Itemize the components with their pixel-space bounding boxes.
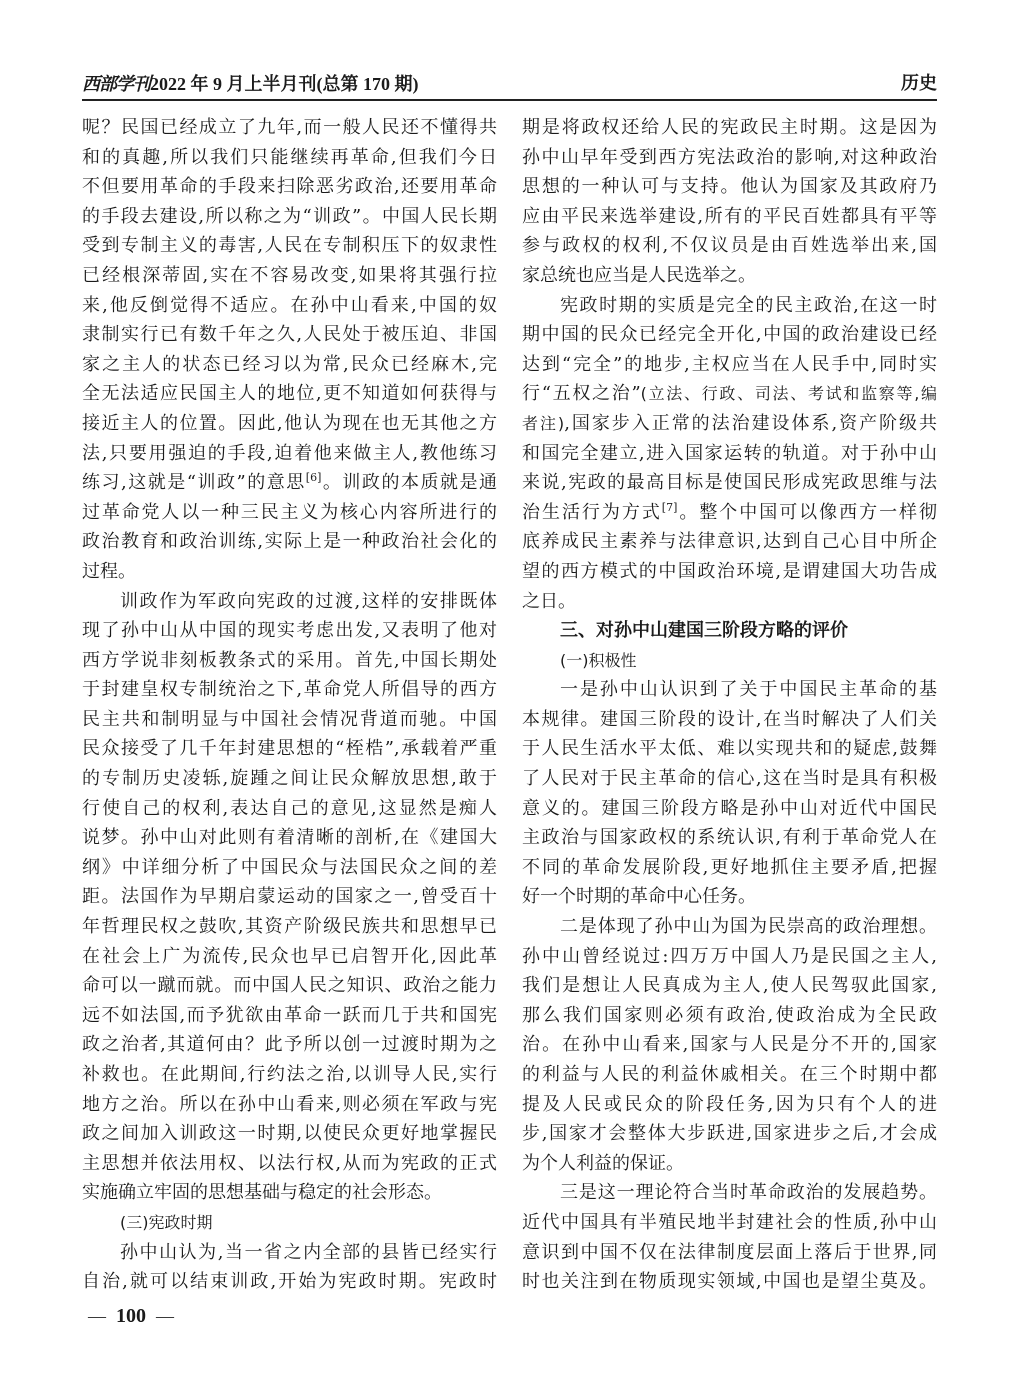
header-rule: [82, 99, 937, 101]
running-header: [82, 72, 937, 96]
text-line: 接近主人的位置。因此,他认为现在也无其他之方: [82, 412, 497, 434]
text-line: 纲》中详细分析了中国民众与法国民众之间的差: [82, 856, 497, 878]
text-line: 主思想并依法用权、以法行权,从而为宪政的正式: [82, 1152, 497, 1174]
citation-marker: [7]: [661, 500, 678, 514]
text-line: 参与政权的权利,不仅议员是由百姓选举出来,国: [522, 235, 937, 257]
text-line: 行使自己的权利,表达自己的意见,这显然是痴人: [82, 797, 497, 819]
text-line: [522, 409, 937, 439]
text-segment: ,国家步入正常的法治建设体系,资产阶级共: [564, 412, 937, 434]
text-line: 好一个时期的革命中心任务。: [522, 886, 756, 908]
text-line: 意识到中国不仅在法律制度层面上落后于世界,同: [522, 1241, 937, 1263]
paragraph: [82, 1238, 497, 1297]
text-line: 应由平民来选举建设,所有的平民百姓都具有平等: [522, 205, 937, 227]
text-line: 底养成民主素养与法律意识,达到自己心目中所企: [522, 531, 937, 553]
text-line: 和国完全建立,进入国家运转的轨道。对于孙中山: [522, 442, 937, 464]
text-line: 之日。: [522, 590, 576, 612]
text-line: 命可以一蹴而就。而中国人民之知识、政治之能力: [82, 975, 497, 997]
text-line: 孙中山曾经说过:四万万中国人乃是民国之主人,: [522, 945, 937, 967]
text-line: 的利益与人民的利益休戚相关。在三个时期中都: [522, 1064, 937, 1085]
text-line: [522, 498, 937, 528]
paragraph: [82, 587, 497, 1208]
text-line: 于人民生活水平太低、难以实现共和的疑虑,鼓舞: [522, 738, 937, 760]
text-line: 现了孙中山从中国的现实考虑出发,又表明了他对: [82, 620, 497, 642]
text-line: 来,他反倒觉得不适应。在孙中山看来,中国的奴: [82, 294, 497, 316]
text-line: 时也关注到在物质现实领域,中国也是望尘莫及。: [522, 1271, 937, 1293]
editor-note: 者注): [522, 413, 565, 433]
page-number: 100: [116, 1305, 146, 1327]
text-line: 过程。: [82, 560, 136, 582]
text-line: 我们是想让人民真成为主人,使人民驾驭此国家,: [522, 975, 937, 997]
text-segment: 。整个中国可以像西方一样彻: [677, 501, 938, 523]
text-line: 说梦。孙中山对此则有着清晰的剖析,在《建国大: [82, 827, 497, 849]
text-line: 为个人利益的保证。: [522, 1152, 684, 1174]
footer-dash: —: [88, 1306, 106, 1326]
text-line: 不同的革命发展阶段,更好地抓住主要矛盾,把握: [522, 856, 937, 878]
text-line: 家总统也应当是人民选举之。: [522, 264, 756, 286]
text-line: 期是将政权还给人民的宪政民主时期。这是因为: [522, 117, 937, 138]
text-line: [522, 379, 937, 409]
text-line: 已经根深蒂固,实在不容易改变,如果将其强行拉: [82, 264, 497, 286]
text-line: 和的真趣,所以我们只能继续再革命,但我们今日: [82, 146, 497, 168]
subsection-heading: (三)宪政时期: [120, 1212, 213, 1232]
text-line: 西方学说非刻板教条式的采用。首先,中国长期处: [82, 649, 497, 671]
text-line: 本规律。建国三阶段的设计,在当时解决了人们关: [522, 708, 937, 730]
text-line: 意义的。建国三阶段方略是孙中山对近代中国民: [522, 797, 937, 819]
text-line: 达到“完全”的地步,主权应当在人民手中,同时实: [522, 353, 937, 375]
text-line: 政治教育和政治训练,实际上是一种政治社会化的: [82, 531, 497, 553]
page-footer: [88, 1304, 174, 1328]
text-line: 家之主人的状态已经习以为常,民众已经麻木,完: [82, 353, 497, 375]
text-line: [82, 468, 497, 498]
text-line: 距。法国作为早期启蒙运动的国家之一,曾受百十: [82, 886, 497, 908]
section-heading: 三、对孙中山建国三阶段方略的评价: [560, 620, 848, 642]
text-line: 的专制历史凌轹,旋踵之间让民众解放思想,敢于: [82, 768, 497, 790]
text-line: 来说,宪政的最高目标是使国民形成宪政思维与法: [522, 472, 937, 494]
text-line: 法,只要用强迫的手段,迫着他来做主人,教他练习: [82, 442, 497, 464]
editor-note: (立法、行政、司法、考试和监察等,编: [640, 384, 937, 404]
text-line: 于封建皇权专制统治之下,革命党人所倡导的西方: [82, 679, 497, 701]
text-line: 民众接受了几千年封建思想的“桎梏”,承载着严重: [82, 738, 497, 760]
text-line: 宪政时期的实质是完全的民主政治,在这一时: [560, 294, 937, 316]
text-line: 三是这一理论符合当时革命政治的发展趋势。: [560, 1182, 937, 1204]
text-line: 地方之治。所以在孙中山看来,则必须在军政与宪: [82, 1093, 497, 1115]
text-line: 近代中国具有半殖民地半封建社会的性质,孙中山: [522, 1211, 937, 1233]
left-column: [82, 113, 497, 1297]
text-line: 自治,就可以结束训政,开始为宪政时期。宪政时: [82, 1271, 497, 1293]
text-line: 在社会上广为流传,民众也早已启智开化,因此革: [82, 945, 497, 967]
text-line: 政之间加入训政这一时期,以使民众更好地掌握民: [82, 1123, 497, 1145]
text-line: 孙中山早年受到西方宪法政治的影响,对这种政治: [522, 146, 937, 168]
text-line: 提及人民或民众的阶段任务,因为只有个人的进: [522, 1093, 937, 1115]
text-line: 全无法适应民国主人的地位,更不知道如何获得与: [82, 383, 497, 405]
text-line: 实施确立牢固的思想基础与稳定的社会形态。: [82, 1182, 442, 1204]
text-line: 政之治者,其道何由？此予所以创一过渡时期为之: [82, 1034, 497, 1056]
text-line: 呢？民国已经成立了九年,而一般人民还不懂得共: [82, 117, 497, 138]
text-segment: 行“五权之治”: [522, 383, 641, 405]
journal-logo: 西部学刊: [82, 74, 150, 95]
text-line: 民主共和制明显与中国社会情况背道而驰。中国: [82, 708, 497, 730]
paragraph: [522, 675, 937, 912]
text-segment: 治生活行为方式: [522, 501, 662, 523]
paragraph: [522, 1178, 937, 1296]
subsection-heading: (一)积极性: [560, 650, 637, 670]
text-line: 思想的一种认可与支持。他认为国家及其政府乃: [522, 176, 937, 198]
text-line: 的手段去建设,所以称之为“训政”。中国人民长期: [82, 205, 497, 227]
text-line: 望的西方模式的中国政治环境,是谓建国大功告成: [522, 560, 937, 582]
text-line: 年哲理民权之鼓吹,其资产阶级民族共和思想早已: [82, 916, 497, 938]
text-line: 不但要用革命的手段来扫除恶劣政治,还要用革命: [82, 176, 497, 198]
paragraph: [522, 291, 937, 617]
text-line: 主政治与国家政权的系统认识,有利于革命党人在: [522, 827, 937, 849]
footer-dash: —: [156, 1306, 174, 1326]
paragraph: [522, 912, 937, 1178]
text-line: 过革命党人以一种三民主义为核心内容所进行的: [82, 501, 497, 523]
text-line: 期中国的民众已经完全开化,中国的政治建设已经: [522, 324, 937, 346]
text-line: 孙中山认为,当一省之内全部的县皆已经实行: [120, 1241, 497, 1263]
text-line: 远不如法国,而予犹欲由革命一跃而几于共和国宪: [82, 1004, 497, 1026]
issue-info: 2022 年 9 月上半月刊(总第 170 期): [150, 74, 419, 94]
text-line: 一是孙中山认识到了关于中国民主革命的基: [560, 679, 937, 701]
text-segment: 。训政的本质就是通: [321, 472, 498, 494]
paragraph: [522, 113, 937, 291]
text-line: 受到专制主义的毒害,人民在专制积压下的奴隶性: [82, 235, 497, 257]
citation-marker: [6]: [305, 471, 322, 485]
paragraph: [82, 113, 497, 587]
text-line: 二是体现了孙中山为国为民崇高的政治理想。: [560, 916, 937, 938]
text-line: 隶制实行已有数千年之久,人民处于被压迫、非国: [82, 324, 497, 346]
text-line: 治。在孙中山看来,国家与人民是分不开的,国家: [522, 1034, 937, 1056]
text-line: 了人民对于民主革命的信心,这在当时是具有积极: [522, 768, 937, 790]
text-line: 那么我们国家则必须有政治,使政治成为全民政: [522, 1004, 937, 1026]
right-column: [522, 113, 937, 1297]
text-segment: 练习,这就是“训政”的意思: [82, 472, 306, 494]
text-line: 训政作为军政向宪政的过渡,这样的安排既体: [120, 590, 497, 612]
section-label: 历史: [901, 73, 937, 94]
text-line: 补救也。在此期间,行约法之治,以训导人民,实行: [82, 1064, 497, 1085]
text-line: 步,国家才会整体大步跃进,国家进步之后,才会成: [522, 1123, 937, 1145]
